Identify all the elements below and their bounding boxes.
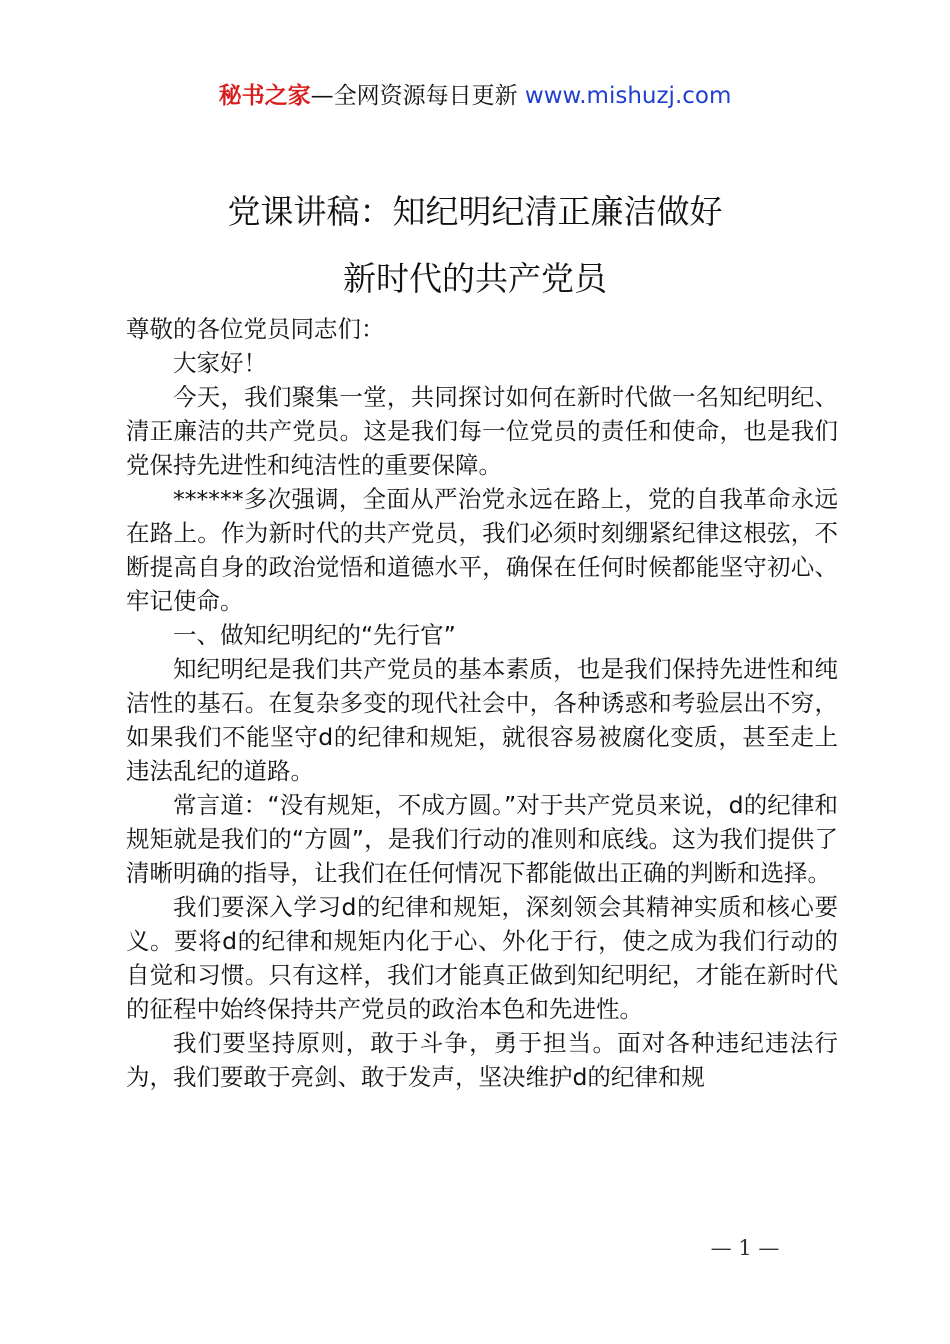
paragraph: 今天，我们聚集一堂，共同探讨如何在新时代做一名知纪明纪、清正廉洁的共产党员。这是我们每一位党员的责任和使命，也是我们党保持先进性和纯洁性的重要保障。 bbox=[126, 383, 838, 479]
document-title-line-2: 新时代的共产党员 bbox=[343, 259, 607, 298]
paragraph: ******多次强调，全面从严治党永远在路上，党的自我革命永远在路上。作为新时代的共产党员，我们必须时刻绷紧纪律这根弦，不断提高自身的政治觉悟和道德水平，确保在任何时候都能坚守初心、牢记使命。 bbox=[126, 485, 838, 615]
paragraph: 我们要坚持原则，敢于斗争，勇于担当。面对各种违纪违法行为，我们要敢于亮剑、敢于发声，坚决维护d的纪律和规 bbox=[126, 1029, 838, 1091]
paragraph: 知纪明纪是我们共产党员的基本素质，也是我们保持先进性和纯洁性的基石。在复杂多变的现代社会中，各种诱惑和考验层出不穷，如果我们不能坚守d的纪律和规矩，就很容易被腐化变质，甚至走上违法乱纪的道路。 bbox=[126, 655, 838, 785]
paragraph: 常言道：“没有规矩，不成方圆。”对于共产党员来说，d的纪律和规矩就是我们的“方圆”，是我们行动的准则和底线。这为我们提供了清晰明确的指导，让我们在任何情况下都能做出正确的判断和选择。 bbox=[126, 791, 838, 887]
paragraph: 我们要深入学习d的纪律和规矩，深刻领会其精神实质和核心要义。要将d的纪律和规矩内化于心、外化于行，使之成为我们行动的自觉和习惯。只有这样，我们才能真正做到知纪明纪，才能在新时代的征程中始终保持共产党员的政治本色和先进性。 bbox=[126, 893, 838, 1023]
page-number: — 1 — bbox=[710, 1236, 780, 1260]
salutation: 尊敬的各位党员同志们： bbox=[126, 315, 385, 343]
site-brand: 秘书之家 bbox=[218, 83, 311, 109]
document-body bbox=[126, 312, 838, 1094]
greeting: 大家好！ bbox=[173, 349, 267, 377]
site-header bbox=[0, 78, 950, 114]
document-title-line-1: 党课讲稿：知纪明纪清正廉洁做好 bbox=[227, 192, 723, 231]
site-url-link[interactable]: www.mishuzj.com bbox=[524, 83, 732, 109]
section-heading: 一、做知纪明纪的“先行官” bbox=[173, 621, 456, 649]
site-tagline: —全网资源每日更新 bbox=[310, 83, 525, 109]
